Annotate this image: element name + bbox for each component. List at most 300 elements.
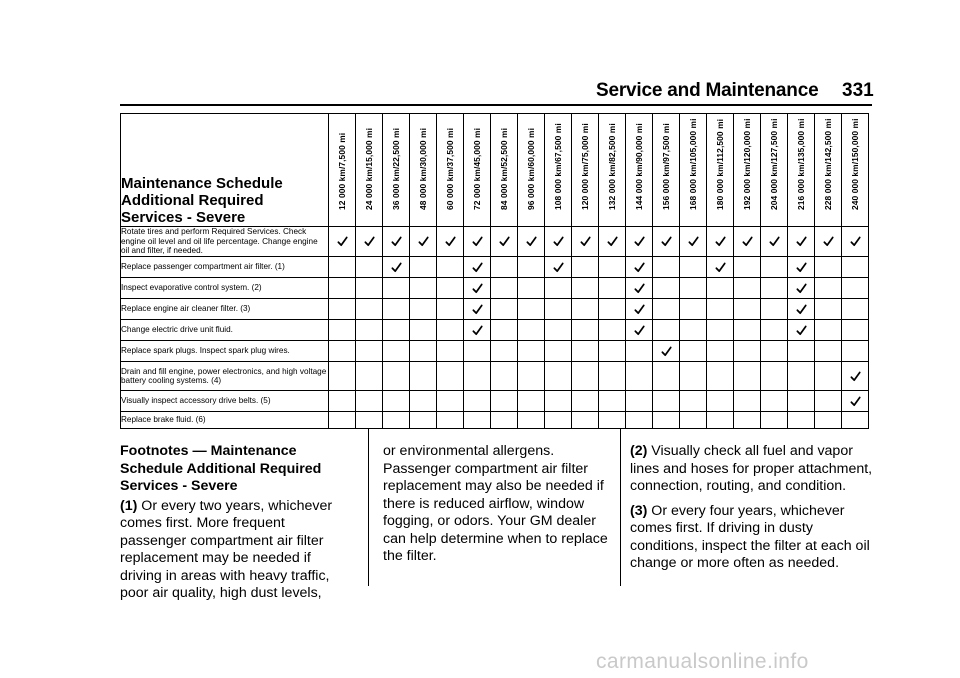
empty-cell xyxy=(383,299,410,320)
empty-cell xyxy=(383,341,410,362)
checkmark-cell xyxy=(464,257,491,278)
interval-column-header xyxy=(815,114,842,227)
checkmark-icon xyxy=(626,262,652,273)
table-title-line: Additional Required xyxy=(121,192,264,209)
empty-cell xyxy=(599,391,626,412)
empty-cell xyxy=(788,362,815,391)
section-title: Service and Maintenance xyxy=(596,80,819,101)
checkmark-icon xyxy=(464,304,490,315)
empty-cell xyxy=(761,320,788,341)
interval-label: 240 000 km/150,000 mi xyxy=(850,118,860,210)
empty-cell xyxy=(815,412,842,429)
interval-label: 156 000 km/97,500 mi xyxy=(661,123,671,210)
service-task: Replace engine air cleaner filter. (3) xyxy=(121,299,329,320)
checkmark-cell xyxy=(464,278,491,299)
empty-cell xyxy=(653,412,680,429)
empty-cell xyxy=(410,341,437,362)
service-task: Rotate tires and perform Required Services. Check engine oil level and oil life percentage. Change engine oil and filter, if needed. xyxy=(121,227,329,257)
checkmark-cell xyxy=(464,227,491,257)
interval-label: 48 000 km/30,000 mi xyxy=(418,128,428,210)
empty-cell xyxy=(491,391,518,412)
checkmark-cell xyxy=(626,320,653,341)
empty-cell xyxy=(329,341,356,362)
empty-cell xyxy=(545,320,572,341)
interval-label: 180 000 km/112,500 mi xyxy=(715,118,725,210)
empty-cell xyxy=(599,278,626,299)
checkmark-cell xyxy=(842,227,869,257)
empty-cell xyxy=(572,412,599,429)
checkmark-icon xyxy=(626,304,652,315)
checkmark-icon xyxy=(761,236,787,247)
empty-cell xyxy=(545,362,572,391)
empty-cell xyxy=(842,341,869,362)
empty-cell xyxy=(356,391,383,412)
table-row xyxy=(121,391,869,412)
checkmark-cell xyxy=(626,278,653,299)
empty-cell xyxy=(572,299,599,320)
empty-cell xyxy=(518,391,545,412)
interval-column-header xyxy=(410,114,437,227)
empty-cell xyxy=(653,391,680,412)
empty-cell xyxy=(329,412,356,429)
empty-cell xyxy=(410,278,437,299)
interval-column-header xyxy=(437,114,464,227)
empty-cell xyxy=(383,278,410,299)
empty-cell xyxy=(329,257,356,278)
interval-column-header xyxy=(761,114,788,227)
checkmark-icon xyxy=(383,262,409,273)
interval-column-header xyxy=(680,114,707,227)
empty-cell xyxy=(329,391,356,412)
checkmark-cell xyxy=(545,227,572,257)
empty-cell xyxy=(545,391,572,412)
interval-label: 108 000 km/67,500 mi xyxy=(553,123,563,210)
empty-cell xyxy=(653,320,680,341)
empty-cell xyxy=(464,412,491,429)
footnotes-column-3 xyxy=(630,443,880,573)
empty-cell xyxy=(545,278,572,299)
checkmark-cell xyxy=(356,227,383,257)
empty-cell xyxy=(653,257,680,278)
checkmark-cell xyxy=(464,320,491,341)
empty-cell xyxy=(842,299,869,320)
column-divider xyxy=(368,428,369,586)
checkmark-cell xyxy=(842,391,869,412)
empty-cell xyxy=(815,341,842,362)
empty-cell xyxy=(680,320,707,341)
empty-cell xyxy=(788,391,815,412)
empty-cell xyxy=(680,412,707,429)
interval-label: 144 000 km/90,000 mi xyxy=(634,123,644,210)
empty-cell xyxy=(815,299,842,320)
empty-cell xyxy=(491,412,518,429)
checkmark-cell xyxy=(383,227,410,257)
footnote-text: Or every two years, whichever comes first. More frequent passenger compartment air filter replacement may be needed if driving in areas with heavy traffic, poor air quality, high dust levels, xyxy=(120,497,333,601)
table-row xyxy=(121,227,869,257)
empty-cell xyxy=(734,391,761,412)
checkmark-icon xyxy=(680,236,706,247)
checkmark-icon xyxy=(464,283,490,294)
empty-cell xyxy=(815,320,842,341)
service-task: Drain and fill engine, power electronics, and high voltage battery cooling systems. (4) xyxy=(121,362,329,391)
empty-cell xyxy=(734,299,761,320)
empty-cell xyxy=(437,412,464,429)
empty-cell xyxy=(680,299,707,320)
empty-cell xyxy=(518,412,545,429)
column-divider xyxy=(620,428,621,586)
interval-column-header xyxy=(329,114,356,227)
empty-cell xyxy=(572,341,599,362)
empty-cell xyxy=(815,257,842,278)
table-title xyxy=(121,114,329,227)
table-row xyxy=(121,278,869,299)
empty-cell xyxy=(383,362,410,391)
interval-column-header xyxy=(383,114,410,227)
empty-cell xyxy=(734,278,761,299)
empty-cell xyxy=(518,320,545,341)
empty-cell xyxy=(572,257,599,278)
service-task: Replace brake fluid. (6) xyxy=(121,412,329,429)
empty-cell xyxy=(572,362,599,391)
empty-cell xyxy=(653,299,680,320)
empty-cell xyxy=(626,341,653,362)
footnote-number: (3) xyxy=(630,502,648,519)
empty-cell xyxy=(626,362,653,391)
footnotes-column-2 xyxy=(383,443,613,566)
empty-cell xyxy=(761,299,788,320)
empty-cell xyxy=(761,341,788,362)
footnotes-title: Footnotes — Maintenance Schedule Additional Required Services - Severe xyxy=(120,443,322,494)
empty-cell xyxy=(761,257,788,278)
checkmark-cell xyxy=(815,227,842,257)
checkmark-icon xyxy=(383,236,409,247)
empty-cell xyxy=(761,412,788,429)
checkmark-cell xyxy=(761,227,788,257)
interval-label: 132 000 km/82,500 mi xyxy=(607,123,617,210)
empty-cell xyxy=(707,341,734,362)
empty-cell xyxy=(383,320,410,341)
interval-label: 84 000 km/52,500 mi xyxy=(499,128,509,210)
checkmark-icon xyxy=(599,236,625,247)
checkmark-cell xyxy=(464,299,491,320)
interval-column-header xyxy=(491,114,518,227)
interval-label: 60 000 km/37,500 mi xyxy=(445,128,455,210)
checkmark-icon xyxy=(545,236,571,247)
interval-column-header xyxy=(653,114,680,227)
empty-cell xyxy=(734,341,761,362)
empty-cell xyxy=(761,362,788,391)
table-title-line: Maintenance Schedule xyxy=(121,175,283,192)
empty-cell xyxy=(437,320,464,341)
empty-cell xyxy=(437,391,464,412)
header-divider xyxy=(120,104,872,106)
checkmark-cell xyxy=(680,227,707,257)
empty-cell xyxy=(491,341,518,362)
empty-cell xyxy=(356,278,383,299)
empty-cell xyxy=(356,257,383,278)
empty-cell xyxy=(383,391,410,412)
service-task: Replace passenger compartment air filter. (1) xyxy=(121,257,329,278)
interval-label: 36 000 km/22,500 mi xyxy=(391,128,401,210)
interval-label: 204 000 km/127,500 mi xyxy=(769,118,779,210)
empty-cell xyxy=(734,257,761,278)
empty-cell xyxy=(491,257,518,278)
footnote-3 xyxy=(630,503,880,573)
footnote-1-continued: or environmental allergens. Passenger compartment air filter replacement may also be needed if there is reduced airflow, window fogging, or odors. Your GM dealer can help determine when to replace the filter. xyxy=(383,443,608,564)
empty-cell xyxy=(680,391,707,412)
checkmark-cell xyxy=(437,227,464,257)
checkmark-icon xyxy=(788,262,814,273)
footnote-1 xyxy=(120,498,345,603)
empty-cell xyxy=(437,341,464,362)
interval-label: 72 000 km/45,000 mi xyxy=(472,128,482,210)
empty-cell xyxy=(410,412,437,429)
checkmark-icon xyxy=(572,236,598,247)
empty-cell xyxy=(518,257,545,278)
empty-cell xyxy=(491,278,518,299)
empty-cell xyxy=(491,320,518,341)
empty-cell xyxy=(545,412,572,429)
empty-cell xyxy=(518,278,545,299)
empty-cell xyxy=(356,341,383,362)
empty-cell xyxy=(707,278,734,299)
table-body xyxy=(121,227,869,429)
empty-cell xyxy=(545,299,572,320)
checkmark-icon xyxy=(518,236,544,247)
empty-cell xyxy=(410,320,437,341)
empty-cell xyxy=(356,362,383,391)
checkmark-icon xyxy=(653,346,679,357)
checkmark-icon xyxy=(626,283,652,294)
interval-column-header xyxy=(356,114,383,227)
interval-column-header xyxy=(842,114,869,227)
checkmark-icon xyxy=(437,236,463,247)
empty-cell xyxy=(356,299,383,320)
interval-column-header xyxy=(572,114,599,227)
empty-cell xyxy=(464,362,491,391)
service-task: Change electric drive unit fluid. xyxy=(121,320,329,341)
interval-label: 120 000 km/75,000 mi xyxy=(580,123,590,210)
table-row xyxy=(121,299,869,320)
checkmark-icon xyxy=(734,236,760,247)
checkmark-icon xyxy=(788,304,814,315)
interval-column-header xyxy=(626,114,653,227)
checkmark-icon xyxy=(707,262,733,273)
empty-cell xyxy=(842,278,869,299)
checkmark-icon xyxy=(464,325,490,336)
empty-cell xyxy=(572,278,599,299)
watermark: carmanualsonline.info xyxy=(596,650,809,673)
empty-cell xyxy=(437,257,464,278)
interval-label: 216 000 km/135,000 mi xyxy=(796,118,806,210)
empty-cell xyxy=(518,299,545,320)
empty-cell xyxy=(572,320,599,341)
empty-cell xyxy=(680,278,707,299)
checkmark-icon xyxy=(464,262,490,273)
checkmark-cell xyxy=(518,227,545,257)
empty-cell xyxy=(599,299,626,320)
interval-column-header xyxy=(464,114,491,227)
checkmark-icon xyxy=(815,236,841,247)
table-row xyxy=(121,320,869,341)
checkmark-cell xyxy=(626,227,653,257)
empty-cell xyxy=(653,362,680,391)
footnote-number: (1) xyxy=(120,497,138,514)
checkmark-icon xyxy=(545,262,571,273)
checkmark-cell xyxy=(788,320,815,341)
empty-cell xyxy=(815,278,842,299)
table-title-line: Services - Severe xyxy=(121,209,246,226)
checkmark-cell xyxy=(329,227,356,257)
checkmark-cell xyxy=(491,227,518,257)
checkmark-cell xyxy=(653,341,680,362)
service-task: Inspect evaporative control system. (2) xyxy=(121,278,329,299)
empty-cell xyxy=(599,257,626,278)
checkmark-icon xyxy=(491,236,517,247)
checkmark-icon xyxy=(842,236,868,247)
interval-column-header xyxy=(788,114,815,227)
empty-cell xyxy=(599,412,626,429)
empty-cell xyxy=(437,278,464,299)
table-row xyxy=(121,412,869,429)
interval-column-header xyxy=(599,114,626,227)
interval-column-header xyxy=(707,114,734,227)
page-number: 331 xyxy=(842,80,874,101)
empty-cell xyxy=(788,412,815,429)
empty-cell xyxy=(734,320,761,341)
checkmark-cell xyxy=(599,227,626,257)
empty-cell xyxy=(545,341,572,362)
empty-cell xyxy=(761,391,788,412)
checkmark-icon xyxy=(410,236,436,247)
empty-cell xyxy=(410,362,437,391)
empty-cell xyxy=(329,299,356,320)
checkmark-cell xyxy=(734,227,761,257)
empty-cell xyxy=(680,257,707,278)
empty-cell xyxy=(356,320,383,341)
interval-column-header xyxy=(545,114,572,227)
checkmark-cell xyxy=(626,257,653,278)
checkmark-icon xyxy=(626,236,652,247)
footnote-text: Visually check all fuel and vapor lines and hoses for proper attachment, connection, routing, and condition. xyxy=(630,443,873,494)
empty-cell xyxy=(383,412,410,429)
checkmark-cell xyxy=(788,227,815,257)
table-row xyxy=(121,341,869,362)
empty-cell xyxy=(329,278,356,299)
table-row xyxy=(121,257,869,278)
checkmark-cell xyxy=(626,299,653,320)
empty-cell xyxy=(437,362,464,391)
checkmark-cell xyxy=(788,257,815,278)
empty-cell xyxy=(707,320,734,341)
checkmark-icon xyxy=(626,325,652,336)
empty-cell xyxy=(680,362,707,391)
checkmark-icon xyxy=(788,236,814,247)
checkmark-cell xyxy=(707,257,734,278)
checkmark-icon xyxy=(356,236,382,247)
checkmark-icon xyxy=(788,283,814,294)
empty-cell xyxy=(761,278,788,299)
empty-cell xyxy=(707,412,734,429)
empty-cell xyxy=(707,362,734,391)
empty-cell xyxy=(518,362,545,391)
empty-cell xyxy=(815,391,842,412)
empty-cell xyxy=(410,257,437,278)
interval-label: 228 000 km/142,500 mi xyxy=(823,118,833,210)
checkmark-cell xyxy=(842,362,869,391)
checkmark-icon xyxy=(329,236,355,247)
interval-label: 96 000 km/60,000 mi xyxy=(526,128,536,210)
footnote-text: Or every four years, whichever comes first. If driving in dusty conditions, inspect the filter at each oil change or more often as needed. xyxy=(630,502,870,571)
empty-cell xyxy=(518,341,545,362)
checkmark-cell xyxy=(572,227,599,257)
empty-cell xyxy=(626,412,653,429)
checkmark-icon xyxy=(842,396,868,407)
checkmark-icon xyxy=(464,236,490,247)
empty-cell xyxy=(329,320,356,341)
interval-column-header xyxy=(518,114,545,227)
empty-cell xyxy=(491,362,518,391)
checkmark-icon xyxy=(842,371,868,382)
interval-label: 12 000 km/7,500 mi xyxy=(337,132,347,210)
service-task: Visually inspect accessory drive belts. (5) xyxy=(121,391,329,412)
empty-cell xyxy=(599,362,626,391)
table-row xyxy=(121,362,869,391)
footnote-number: (2) xyxy=(630,443,648,459)
empty-cell xyxy=(734,362,761,391)
empty-cell xyxy=(842,320,869,341)
empty-cell xyxy=(599,341,626,362)
empty-cell xyxy=(572,391,599,412)
maintenance-schedule-table xyxy=(120,113,869,429)
empty-cell xyxy=(734,412,761,429)
empty-cell xyxy=(707,299,734,320)
empty-cell xyxy=(815,362,842,391)
interval-label: 192 000 km/120,000 mi xyxy=(742,118,752,210)
empty-cell xyxy=(599,320,626,341)
empty-cell xyxy=(356,412,383,429)
empty-cell xyxy=(707,391,734,412)
checkmark-icon xyxy=(653,236,679,247)
checkmark-cell xyxy=(788,299,815,320)
checkmark-icon xyxy=(788,325,814,336)
interval-column-header xyxy=(734,114,761,227)
checkmark-icon xyxy=(707,236,733,247)
empty-cell xyxy=(464,391,491,412)
empty-cell xyxy=(842,412,869,429)
empty-cell xyxy=(788,341,815,362)
checkmark-cell xyxy=(383,257,410,278)
checkmark-cell xyxy=(545,257,572,278)
service-task: Replace spark plugs. Inspect spark plug wires. xyxy=(121,341,329,362)
empty-cell xyxy=(680,341,707,362)
empty-cell xyxy=(626,391,653,412)
empty-cell xyxy=(410,391,437,412)
interval-label: 168 000 km/105,000 mi xyxy=(688,118,698,210)
empty-cell xyxy=(653,278,680,299)
empty-cell xyxy=(329,362,356,391)
empty-cell xyxy=(410,299,437,320)
empty-cell xyxy=(842,257,869,278)
checkmark-cell xyxy=(788,278,815,299)
empty-cell xyxy=(437,299,464,320)
empty-cell xyxy=(464,341,491,362)
checkmark-cell xyxy=(653,227,680,257)
footnote-2 xyxy=(630,443,880,496)
empty-cell xyxy=(491,299,518,320)
interval-label: 24 000 km/15,000 mi xyxy=(364,128,374,210)
checkmark-cell xyxy=(707,227,734,257)
